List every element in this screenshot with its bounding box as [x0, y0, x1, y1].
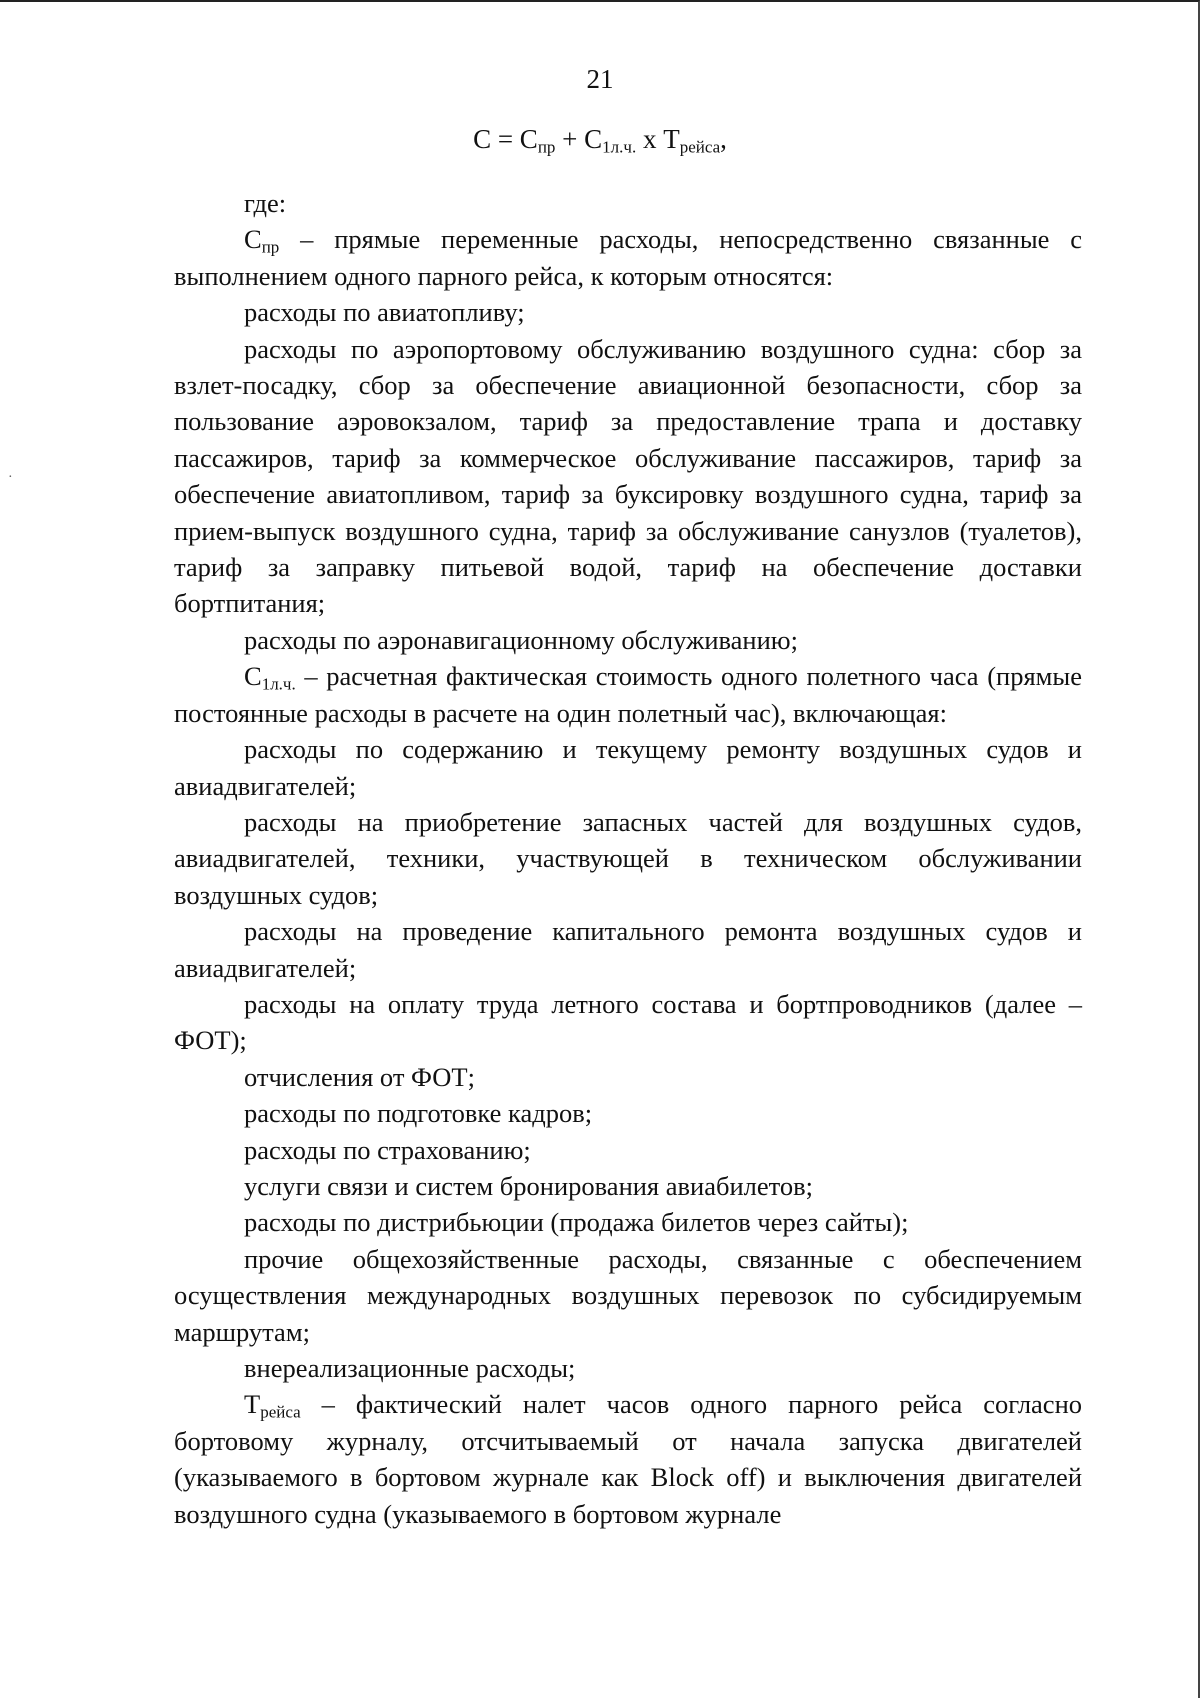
- list-item: расходы по авиатопливу;: [244, 297, 525, 328]
- formula-part: + С: [555, 124, 603, 154]
- symbol: С: [244, 224, 262, 255]
- list-item: расходы по страхованию;: [244, 1134, 531, 1165]
- definition-text: – расчетная фактическая стоимость одного полетного часа (прямые постоянные расходы в расчете на один полетный час), включающая:: [174, 661, 1082, 728]
- list-item: расходы по содержанию и текущему ремонту воздушных судов и авиадвигателей;: [174, 734, 1082, 801]
- document-body: [174, 185, 1082, 1532]
- list-item: расходы по аэропортовому обслуживанию воздушного судна: сбор за взлет-посадку, сбор за обеспечение авиационной безопасности, сбор за пользование аэровокзалом, тариф за предоставление трапа и доставку пассажиров, тариф за коммерческое обслуживание пассажиров, тариф за обеспечение авиатопливом, тариф за буксировку воздушного судна, тариф за прием-выпуск воздушного судна, тариф за обслуживание санузлов (туалетов), тариф за заправку питьевой водой, тариф на обеспечение доставки бортпитания;: [174, 333, 1082, 619]
- formula-part: ,: [720, 124, 727, 154]
- list-item: расходы на приобретение запасных частей для воздушных судов, авиадвигателей, техники, участвующей в техническом обслуживании воздушных судов;: [174, 806, 1082, 910]
- list-item: расходы на оплату труда летного состава и бортпроводников (далее – ФОТ);: [174, 988, 1082, 1056]
- scan-margin-mark: ·: [8, 470, 13, 485]
- symbol-subscript: 1л.ч.: [261, 674, 296, 694]
- list-item: расходы на проведение капитального ремонта воздушных судов и авиадвигателей;: [174, 916, 1082, 983]
- formula-part: С = С: [473, 124, 538, 154]
- definition-c1: [174, 658, 1082, 731]
- definition-spr: [174, 221, 1082, 294]
- cost-formula: [0, 124, 1200, 157]
- list-item: расходы по подготовке кадров;: [244, 1098, 593, 1129]
- formula-subscript: рейса: [679, 137, 721, 157]
- list-item: отчисления от ФОТ;: [244, 1061, 475, 1092]
- list-item: услуги связи и систем бронирования авиабилетов;: [244, 1170, 813, 1201]
- formula-subscript: пр: [537, 137, 556, 157]
- definition-text: – фактический налет часов одного парного рейса согласно бортовому журналу, отсчитываемый от начала запуска двигателей (указываемого в бортовом журнале как Block off) и выключения двигателей воздушного судна (указываемого в бортовом журнале: [174, 1389, 1082, 1529]
- symbol-subscript: пр: [261, 237, 280, 257]
- list-item: прочие общехозяйственные расходы, связанные с обеспечением осуществления международных воздушных перевозок по субсидируемым маршрутам;: [174, 1243, 1082, 1347]
- definition-text: – прямые переменные расходы, непосредственно связанные с выполнением одного парного рейса, к которым относятся:: [174, 224, 1082, 291]
- symbol: С: [244, 661, 262, 692]
- definition-trejsa: [174, 1386, 1082, 1532]
- formula-subscript: 1л.ч.: [602, 137, 637, 157]
- where-label: где:: [244, 188, 287, 218]
- list-item: расходы по дистрибьюции (продажа билетов через сайты);: [244, 1207, 909, 1238]
- symbol: Т: [244, 1389, 261, 1420]
- symbol-subscript: рейса: [260, 1402, 301, 1422]
- page-number: 21: [586, 64, 614, 94]
- list-item: расходы по аэронавигационному обслуживанию;: [244, 624, 798, 655]
- list-item: внереализационные расходы;: [244, 1353, 576, 1383]
- formula-part: х Т: [636, 124, 680, 154]
